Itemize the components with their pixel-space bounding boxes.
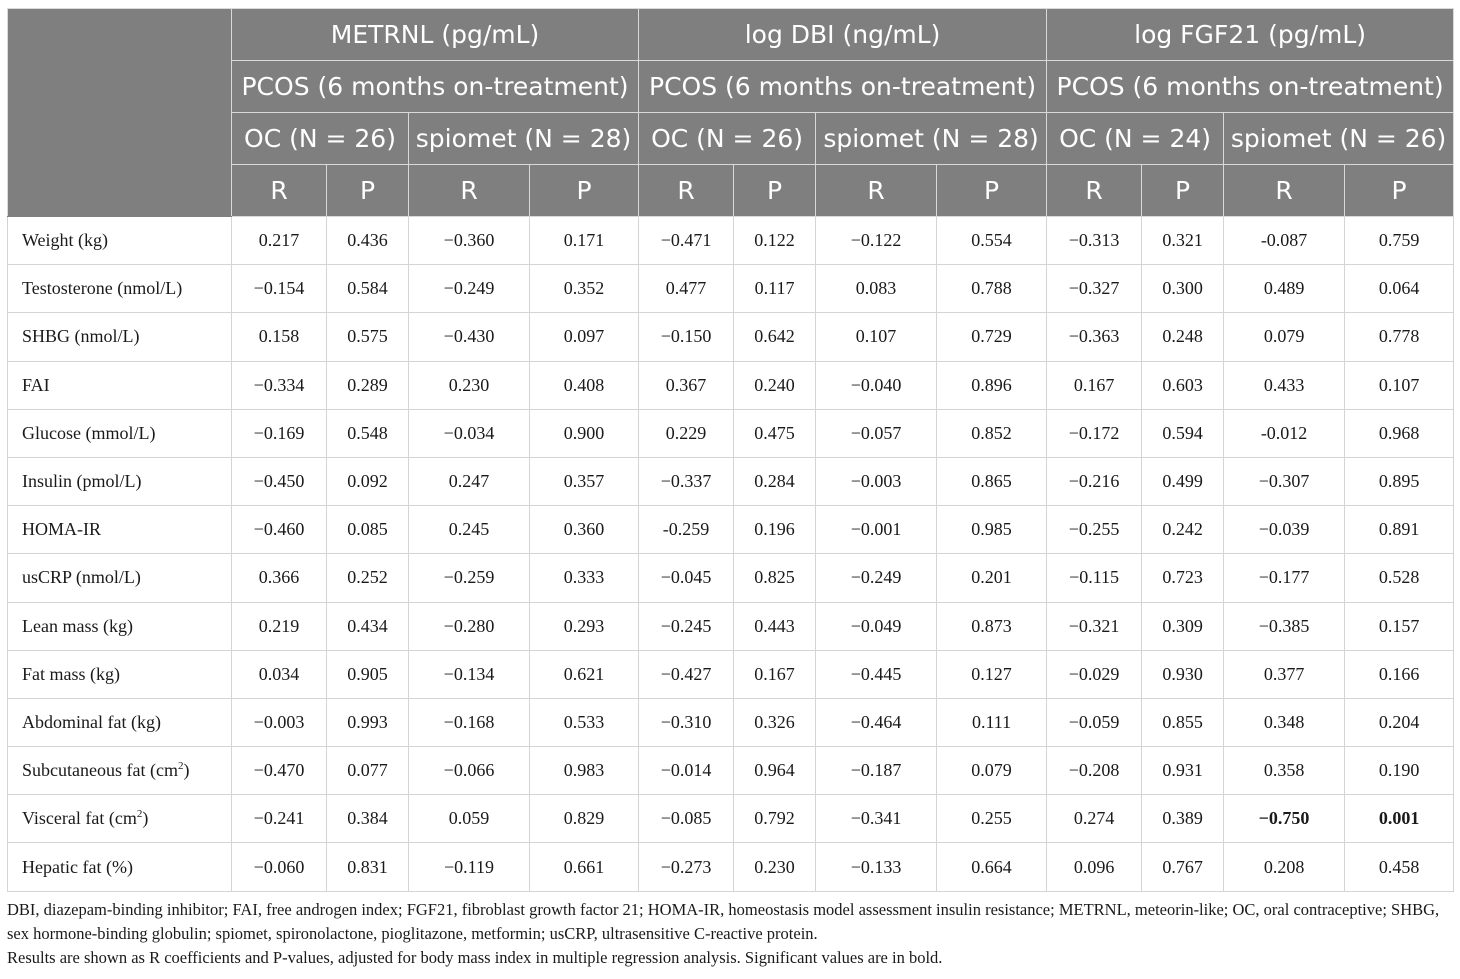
condition-header: PCOS (6 months on-treatment) [232,61,639,113]
row-label-text: Fat mass (kg) [22,663,120,684]
condition-header: PCOS (6 months on-treatment) [1047,61,1454,113]
stat-header-p: P [734,165,816,217]
p-value-cell: 0.548 [327,409,409,457]
stat-header-r: R [1047,165,1142,217]
row-label [8,313,232,361]
r-value-cell: −0.057 [816,409,937,457]
p-value-cell: 0.242 [1142,506,1224,554]
p-value-cell: 0.352 [530,265,639,313]
r-value-cell: 0.247 [409,457,530,505]
p-value-cell: 0.230 [734,843,816,891]
p-value-cell: 0.661 [530,843,639,891]
p-value-cell: 0.436 [327,217,409,265]
table-header [8,9,1454,217]
p-value-cell: 0.621 [530,650,639,698]
p-value-cell: 0.107 [1345,361,1454,409]
p-value-cell: 0.252 [327,554,409,602]
p-value-cell: 0.533 [530,698,639,746]
r-value-cell: −0.427 [639,650,734,698]
group-header-metrnl: METRNL (pg/mL) [232,9,639,61]
p-value-cell: 0.326 [734,698,816,746]
p-value-cell: 0.964 [734,747,816,795]
r-value-cell: −0.360 [409,217,530,265]
r-value-cell: 0.158 [232,313,327,361]
stat-header-p: P [1142,165,1224,217]
unit-superscript: 2 [177,760,184,773]
r-value-cell: 0.059 [409,795,530,843]
r-value-cell: −0.001 [816,506,937,554]
p-value-cell: 0.434 [327,602,409,650]
r-value-cell: 0.229 [639,409,734,457]
abbreviations-footnote: DBI, diazepam-binding inhibitor; FAI, free androgen index; FGF21, fibroblast growth factor 21; HOMA-IR, homeostasis model assessment insulin resistance; METRNL, meteorin-like; OC, oral contraceptive; SHBG, sex hormone-binding globulin; spiomet, spironolactone, pioglitazone, metformin; usCRP, ultrasensitive C-reactive protein. [7,900,1440,943]
r-value-cell: −0.249 [409,265,530,313]
group-header-dbi: log DBI (ng/mL) [639,9,1047,61]
r-value-cell: −0.471 [639,217,734,265]
stat-header-p: P [530,165,639,217]
table-body [8,217,1454,892]
row-label-text: Insulin (pmol/L) [22,471,142,492]
p-value-cell: 0.196 [734,506,816,554]
r-value-cell: -0.259 [639,506,734,554]
stat-header-p: P [937,165,1047,217]
p-value-cell: 0.855 [1142,698,1224,746]
p-value-cell: 0.931 [1142,747,1224,795]
p-value-cell: 0.092 [327,457,409,505]
p-value-cell: 0.759 [1345,217,1454,265]
p-value-cell: 0.554 [937,217,1047,265]
r-value-cell: −0.385 [1224,602,1345,650]
p-value-cell: 0.408 [530,361,639,409]
p-value-cell: 0.190 [1345,747,1454,795]
r-value-cell: −0.187 [816,747,937,795]
table-row [8,698,1454,746]
row-label-text: Weight (kg) [22,230,109,251]
r-value-cell: −0.216 [1047,457,1142,505]
r-value-cell: 0.079 [1224,313,1345,361]
p-value-cell: 0.127 [937,650,1047,698]
row-label [8,217,232,265]
r-value-cell: −0.470 [232,747,327,795]
stat-header-p: P [327,165,409,217]
p-value-cell: 0.001 [1345,795,1454,843]
stat-header-r: R [409,165,530,217]
r-value-cell: −0.310 [639,698,734,746]
r-value-cell: 0.274 [1047,795,1142,843]
p-value-cell: 0.077 [327,747,409,795]
subgroup-header: OC (N = 24) [1047,113,1224,165]
p-value-cell: 0.122 [734,217,816,265]
r-value-cell: −0.040 [816,361,937,409]
stat-header-r: R [816,165,937,217]
r-value-cell: −0.119 [409,843,530,891]
r-value-cell: 0.489 [1224,265,1345,313]
table-row [8,361,1454,409]
table-row [8,506,1454,554]
p-value-cell: 0.475 [734,409,816,457]
row-label [8,795,232,843]
row-label-end: ) [142,808,149,829]
table-row [8,795,1454,843]
p-value-cell: 0.240 [734,361,816,409]
p-value-cell: 0.993 [327,698,409,746]
r-value-cell: −0.029 [1047,650,1142,698]
p-value-cell: 0.289 [327,361,409,409]
p-value-cell: 0.166 [1345,650,1454,698]
p-value-cell: 0.968 [1345,409,1454,457]
row-label-end: ) [183,760,190,781]
r-value-cell: −0.245 [639,602,734,650]
p-value-cell: 0.852 [937,409,1047,457]
p-value-cell: 0.930 [1142,650,1224,698]
correlation-table [7,8,1454,892]
row-label-text: SHBG (nmol/L) [22,326,140,347]
header-row-groups [8,9,1454,61]
r-value-cell: −0.177 [1224,554,1345,602]
p-value-cell: 0.085 [327,506,409,554]
r-value-cell: 0.219 [232,602,327,650]
p-value-cell: 0.248 [1142,313,1224,361]
r-value-cell: −0.150 [639,313,734,361]
table-row [8,650,1454,698]
subgroup-header: OC (N = 26) [639,113,816,165]
row-label [8,554,232,602]
r-value-cell: −0.450 [232,457,327,505]
r-value-cell: −0.460 [232,506,327,554]
p-value-cell: 0.458 [1345,843,1454,891]
r-value-cell: 0.230 [409,361,530,409]
p-value-cell: 0.825 [734,554,816,602]
r-value-cell: 0.477 [639,265,734,313]
r-value-cell: -0.012 [1224,409,1345,457]
p-value-cell: 0.594 [1142,409,1224,457]
row-label-text: usCRP (nmol/L) [22,567,141,588]
r-value-cell: −0.060 [232,843,327,891]
table-row [8,554,1454,602]
row-label [8,265,232,313]
p-value-cell: 0.905 [327,650,409,698]
r-value-cell: 0.358 [1224,747,1345,795]
r-value-cell: −0.259 [409,554,530,602]
p-value-cell: 0.384 [327,795,409,843]
p-value-cell: 0.309 [1142,602,1224,650]
row-label-text: Glucose (mmol/L) [22,422,156,443]
p-value-cell: 0.891 [1345,506,1454,554]
row-label-text: Lean mass (kg) [22,615,133,636]
row-label-text: Abdominal fat (kg) [22,711,161,732]
r-value-cell: −0.034 [409,409,530,457]
p-value-cell: 0.255 [937,795,1047,843]
r-value-cell: −0.363 [1047,313,1142,361]
r-value-cell: -0.087 [1224,217,1345,265]
p-value-cell: 0.792 [734,795,816,843]
p-value-cell: 0.865 [937,457,1047,505]
r-value-cell: −0.750 [1224,795,1345,843]
subgroup-header: spiomet (N = 28) [816,113,1047,165]
r-value-cell: 0.167 [1047,361,1142,409]
p-value-cell: 0.333 [530,554,639,602]
table-row [8,843,1454,891]
table-row [8,457,1454,505]
stat-header-r: R [1224,165,1345,217]
p-value-cell: 0.723 [1142,554,1224,602]
r-value-cell: 0.366 [232,554,327,602]
subgroup-header: spiomet (N = 28) [409,113,639,165]
p-value-cell: 0.097 [530,313,639,361]
r-value-cell: −0.255 [1047,506,1142,554]
p-value-cell: 0.389 [1142,795,1224,843]
r-value-cell: −0.334 [232,361,327,409]
r-value-cell: −0.049 [816,602,937,650]
r-value-cell: −0.154 [232,265,327,313]
p-value-cell: 0.575 [327,313,409,361]
row-label-text: Hepatic fat (%) [22,856,133,877]
r-value-cell: 0.107 [816,313,937,361]
r-value-cell: 0.367 [639,361,734,409]
r-value-cell: −0.014 [639,747,734,795]
r-value-cell: −0.241 [232,795,327,843]
r-value-cell: −0.307 [1224,457,1345,505]
row-label [8,457,232,505]
p-value-cell: 0.117 [734,265,816,313]
p-value-cell: 0.111 [937,698,1047,746]
p-value-cell: 0.201 [937,554,1047,602]
r-value-cell: −0.337 [639,457,734,505]
row-label [8,602,232,650]
p-value-cell: 0.603 [1142,361,1224,409]
r-value-cell: −0.208 [1047,747,1142,795]
p-value-cell: 0.171 [530,217,639,265]
p-value-cell: 0.767 [1142,843,1224,891]
r-value-cell: −0.168 [409,698,530,746]
row-label [8,361,232,409]
p-value-cell: 0.357 [530,457,639,505]
r-value-cell: −0.115 [1047,554,1142,602]
table-row [8,602,1454,650]
row-label-text: FAI [22,374,50,395]
p-value-cell: 0.983 [530,747,639,795]
p-value-cell: 0.157 [1345,602,1454,650]
p-value-cell: 0.778 [1345,313,1454,361]
p-value-cell: 0.360 [530,506,639,554]
row-label [8,843,232,891]
r-value-cell: −0.273 [639,843,734,891]
r-value-cell: −0.134 [409,650,530,698]
stat-header-r: R [639,165,734,217]
r-value-cell: −0.133 [816,843,937,891]
p-value-cell: 0.528 [1345,554,1454,602]
row-label-text: HOMA-IR [22,519,101,540]
r-value-cell: 0.245 [409,506,530,554]
r-value-cell: 0.034 [232,650,327,698]
p-value-cell: 0.079 [937,747,1047,795]
p-value-cell: 0.831 [327,843,409,891]
r-value-cell: −0.169 [232,409,327,457]
row-label [8,409,232,457]
r-value-cell: −0.341 [816,795,937,843]
p-value-cell: 0.729 [937,313,1047,361]
table-row [8,265,1454,313]
p-value-cell: 0.443 [734,602,816,650]
p-value-cell: 0.896 [937,361,1047,409]
table-row [8,313,1454,361]
r-value-cell: −0.327 [1047,265,1142,313]
row-label [8,698,232,746]
row-label-text: Testosterone (nmol/L) [22,278,183,299]
table-row [8,217,1454,265]
row-label [8,747,232,795]
p-value-cell: 0.788 [937,265,1047,313]
p-value-cell: 0.499 [1142,457,1224,505]
r-value-cell: −0.172 [1047,409,1142,457]
p-value-cell: 0.985 [937,506,1047,554]
r-value-cell: −0.085 [639,795,734,843]
r-value-cell: 0.083 [816,265,937,313]
r-value-cell: −0.280 [409,602,530,650]
p-value-cell: 0.284 [734,457,816,505]
table-footnotes [7,898,1457,970]
row-label [8,650,232,698]
r-value-cell: 0.377 [1224,650,1345,698]
p-value-cell: 0.293 [530,602,639,650]
r-value-cell: −0.003 [816,457,937,505]
stat-header-p: P [1345,165,1454,217]
condition-header: PCOS (6 months on-treatment) [639,61,1047,113]
p-value-cell: 0.895 [1345,457,1454,505]
subgroup-header: spiomet (N = 26) [1224,113,1454,165]
r-value-cell: 0.096 [1047,843,1142,891]
r-value-cell: 0.217 [232,217,327,265]
table-row [8,409,1454,457]
p-value-cell: 0.064 [1345,265,1454,313]
r-value-cell: −0.059 [1047,698,1142,746]
p-value-cell: 0.829 [530,795,639,843]
subgroup-header: OC (N = 26) [232,113,409,165]
r-value-cell: −0.464 [816,698,937,746]
group-header-fgf21: log FGF21 (pg/mL) [1047,9,1454,61]
r-value-cell: −0.313 [1047,217,1142,265]
header-corner-cell [8,9,232,217]
p-value-cell: 0.642 [734,313,816,361]
r-value-cell: 0.433 [1224,361,1345,409]
r-value-cell: −0.003 [232,698,327,746]
r-value-cell: −0.066 [409,747,530,795]
p-value-cell: 0.873 [937,602,1047,650]
stat-header-r: R [232,165,327,217]
unit-superscript: 2 [136,808,143,821]
r-value-cell: −0.321 [1047,602,1142,650]
row-label-text: Subcutaneous fat (cm [22,760,178,781]
row-label-text: Visceral fat (cm [22,808,137,829]
p-value-cell: 0.321 [1142,217,1224,265]
r-value-cell: −0.039 [1224,506,1345,554]
r-value-cell: 0.348 [1224,698,1345,746]
r-value-cell: 0.208 [1224,843,1345,891]
r-value-cell: −0.045 [639,554,734,602]
statistics-note: Results are shown as R coefficients and P-values, adjusted for body mass index in multiple regression analysis. Significant values are in bold. [7,948,943,967]
p-value-cell: 0.664 [937,843,1047,891]
r-value-cell: −0.122 [816,217,937,265]
p-value-cell: 0.300 [1142,265,1224,313]
table-row [8,747,1454,795]
p-value-cell: 0.900 [530,409,639,457]
r-value-cell: −0.445 [816,650,937,698]
r-value-cell: −0.430 [409,313,530,361]
p-value-cell: 0.167 [734,650,816,698]
r-value-cell: −0.249 [816,554,937,602]
p-value-cell: 0.204 [1345,698,1454,746]
p-value-cell: 0.584 [327,265,409,313]
row-label [8,506,232,554]
